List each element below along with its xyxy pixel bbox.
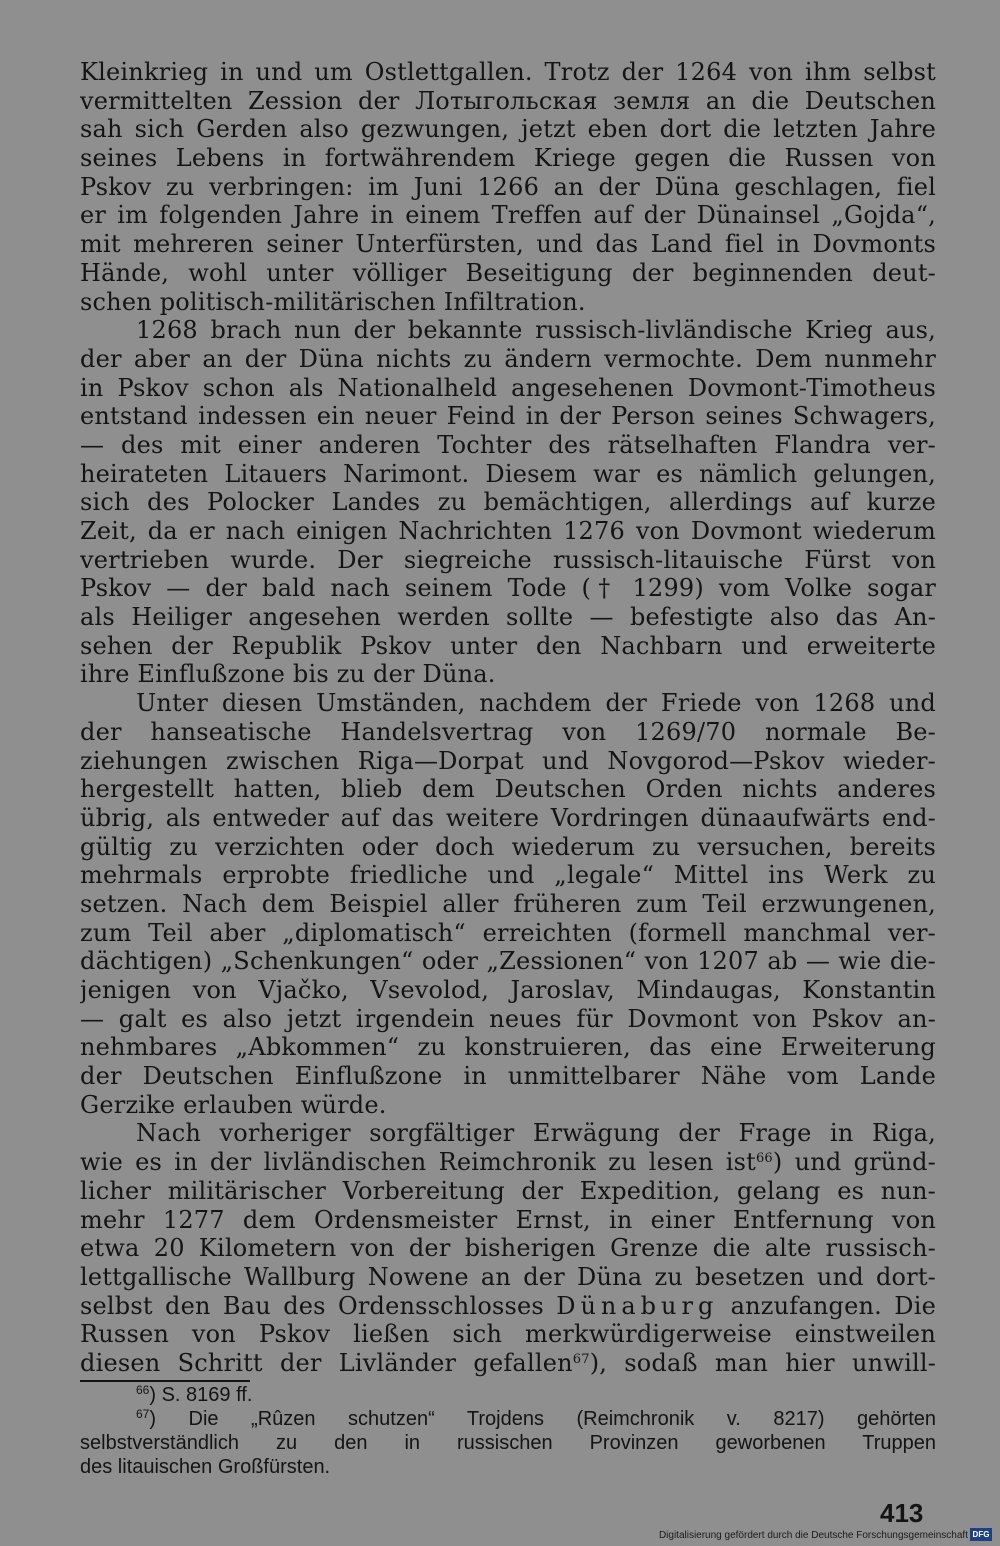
- text-line: vermittelten Zession der Лотыгольская земля an die Deutschen: [80, 86, 936, 115]
- body-text: [80, 58, 936, 1378]
- text-line: mehrmals erprobte friedliche und „legale“ Mittel ins Werk zu: [80, 861, 936, 890]
- footnote-marker: 66: [136, 1383, 150, 1397]
- text-line: vertrieben wurde. Der siegreiche russisch-litauische Fürst von: [80, 545, 936, 574]
- text-line: Hände, wohl unter völliger Beseitigung der beginnenden deut-: [80, 258, 936, 287]
- text-line: schen politisch-militärischen Infiltration.: [80, 287, 586, 316]
- text-line: zum Teil aber „diplomatisch“ erreichten (formell manchmal ver-: [80, 918, 936, 947]
- text-line: der Deutschen Einflußzone in unmittelbarer Nähe vom Lande: [80, 1062, 936, 1091]
- text-line: — des mit einer anderen Tochter des rätselhaften Flandra ver-: [80, 430, 936, 459]
- footnote-ref-67: 67: [572, 1351, 590, 1367]
- text-line: der hanseatische Handelsvertrag von 1269/70 normale Be-: [80, 717, 936, 746]
- text-line: — galt es also jetzt irgendein neues für Dovmont von Pskov an-: [80, 1004, 936, 1033]
- text-line: gültig zu verzichten oder doch wiederum zu versuchen, bereits: [80, 832, 936, 861]
- text-line: nehmbares „Abkommen“ zu konstruieren, das eine Erweiterung: [80, 1033, 936, 1062]
- funding-note: Digitalisierung gefördert durch die Deutsche Forschungsgemeinschaft: [658, 1530, 968, 1541]
- text-line: etwa 20 Kilometern von der bisherigen Grenze die alte russisch-: [80, 1234, 936, 1263]
- text-line: Unter diesen Umständen, nachdem der Friede von 1268 und: [136, 689, 936, 718]
- footnotes: [80, 1383, 936, 1479]
- footnote-text: ) Die „Rûzen schutzen“ Trojdens (Reimchronik v. 8217) gehörten: [149, 1408, 936, 1430]
- spaced-word: Dünaburg: [556, 1291, 719, 1320]
- text-line: als Heiliger angesehen werden sollte — befestigte also das An-: [80, 603, 936, 632]
- text-fragment: wie es in der livländischen Reimchronik zu lesen ist: [80, 1148, 756, 1177]
- text-line: Gerzike erlauben würde.: [80, 1090, 387, 1119]
- footnote-ref-66: 66: [755, 1151, 773, 1167]
- text-line: heirateten Litauers Narimont. Diesem war es nämlich gelungen,: [80, 459, 936, 488]
- footnote-66: [80, 1383, 936, 1407]
- footnote-67: [80, 1407, 936, 1431]
- text-line: mit mehreren seiner Unterfürsten, und das Land fiel in Dovmonts: [80, 230, 936, 259]
- text-line: Nach vorheriger sorgfältiger Erwägung der Frage in Riga,: [136, 1119, 936, 1148]
- text-fragment: selbst den Bau des Ordensschlosses: [80, 1291, 557, 1320]
- text-fragment: anzufangen. Die: [718, 1291, 936, 1320]
- text-line: seines Lebens in fortwährendem Kriege gegen die Russen von: [80, 144, 936, 173]
- text-fragment: ), sodaß man hier unwill-: [589, 1348, 936, 1377]
- text-line: in Pskov schon als Nationalheld angesehenen Dovmont-Timotheus: [80, 373, 936, 402]
- text-line: Pskov zu verbringen: im Juni 1266 an der Düna geschlagen, fiel: [80, 172, 936, 201]
- text-line: entstand indessen ein neuer Feind in der Person seines Schwagers,: [80, 402, 936, 431]
- text-fragment: diesen Schritt der Livländer gefallen: [80, 1348, 573, 1377]
- text-line: hergestellt hatten, blieb dem Deutschen Orden nichts anderes: [80, 775, 936, 804]
- text-line: [80, 1349, 936, 1378]
- text-line: ihre Einflußzone bis zu der Düna.: [80, 660, 496, 689]
- footnote-marker: 67: [136, 1407, 150, 1421]
- text-line: sah sich Gerden also gezwungen, jetzt eben dort die letzten Jahre: [80, 115, 936, 144]
- text-line: setzen. Nach dem Beispiel aller früheren zum Teil erzwungenen,: [80, 889, 936, 918]
- text-line: dächtigen) „Schenkungen“ oder „Zessionen“ von 1207 ab — wie die-: [80, 947, 936, 976]
- text-line: 1268 brach nun der bekannte russisch-livländische Krieg aus,: [136, 316, 936, 345]
- footnote-divider: [80, 1380, 250, 1382]
- text-line: licher militärischer Vorbereitung der Expedition, gelang es nun-: [80, 1176, 936, 1205]
- page-number: 413: [880, 1498, 924, 1528]
- text-line: lettgallische Wallburg Nowene an der Düna zu besetzen und dort-: [80, 1262, 936, 1291]
- text-line: [80, 1148, 936, 1177]
- text-line: der aber an der Düna nichts zu ändern vermochte. Dem nunmehr: [80, 344, 936, 373]
- text-line: sich des Polocker Landes zu bemächtigen, allerdings auf kurze: [80, 488, 936, 517]
- text-line: er im folgenden Jahre in einem Treffen auf der Dünainsel „Gojda“,: [80, 201, 936, 230]
- text-line: sehen der Republik Pskov unter den Nachbarn und erweiterte: [80, 631, 936, 660]
- text-line: Russen von Pskov ließen sich merkwürdigerweise einstweilen: [80, 1320, 936, 1349]
- text-line: mehr 1277 dem Ordensmeister Ernst, in einer Entfernung von: [80, 1205, 936, 1234]
- text-line: [80, 1292, 936, 1321]
- footnote-line: selbstverständlich zu den in russischen Provinzen geworbenen Truppen: [80, 1432, 936, 1454]
- text-line: Pskov — der bald nach seinem Tode († 1299) vom Volke sogar: [80, 574, 936, 603]
- footnote-line: des litauischen Großfürsten.: [80, 1456, 331, 1478]
- text-line: jenigen von Vjačko, Vsevolod, Jaroslav, Mindaugas, Konstantin: [80, 976, 936, 1004]
- text-fragment: ) und gründ-: [772, 1148, 936, 1177]
- text-line: übrig, als entweder auf das weitere Vordringen dünaaufwärts end-: [80, 803, 936, 832]
- footnote-text: ) S. 8169 ff.: [149, 1384, 253, 1406]
- dfg-logo-icon: DFG: [970, 1528, 992, 1541]
- text-line: Kleinkrieg in und um Ostlettgallen. Trotz der 1264 von ihm selbst: [80, 58, 936, 86]
- text-line: ziehungen zwischen Riga—Dorpat und Novgorod—Pskov wieder-: [80, 746, 936, 775]
- text-line: Zeit, da er nach einigen Nachrichten 1276 von Dovmont wiederum: [80, 517, 936, 545]
